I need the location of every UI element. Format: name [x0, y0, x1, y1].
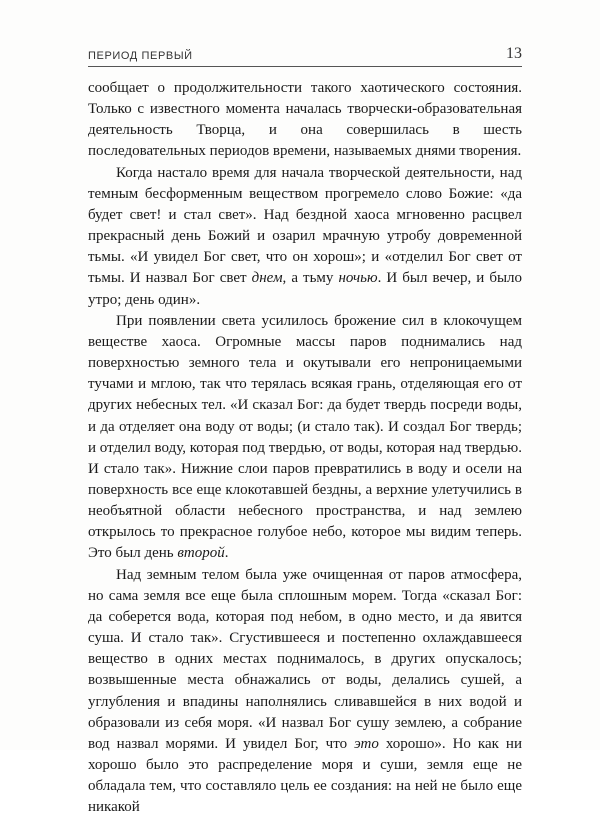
italic-text: это: [354, 735, 379, 752]
body-text: [88, 78, 522, 818]
text-run: сообщает о продолжительности такого хаотического состояния. Только с известного момента началась творчески-образовательная деятельность Творца, и она совершилась в шесть последовательных периодов времени, называемых днями творения.: [88, 80, 522, 160]
text-run: Над земным телом была уже очищенная от паров атмосфера, но сама земля все еще была сплошным морем. Тогда «сказал Бог: да соберется вода, которая под небом, в одно место, и да явится суша. И стало так». Сгустившееся и постепенно охлаждавшееся вещество в одних местах поднималось, в других опускалось; возвышенные места обнажались от воды, делались сушей, а углубления и впадины наполнялись сливавшейся в них водой и образовали из себя моря. «И назвал Бог сушу землею, а собрание вод назвал морями. И увидел Бог, что: [88, 566, 522, 752]
page-header: [88, 42, 522, 67]
paragraph: [88, 311, 522, 565]
text-run: При появлении света усилилось брожение сил в клокочущем веществе хаоса. Огромные массы паров поднимались над поверхностью земного тела и окутывали его непроницаемыми тучами и мглою, так что терялась всякая грань, отделяющая его от других небесных тел. «И сказал Бог: да будет твердь посреди воды, и да отделяет она воду от воды; (и стало так). И создал Бог твердь; и отделил воду, которая под твердью, от воды, которая над твердью. И стало так». Нижние слои паров превратились в воду и осели на поверхность все еще клокотавшей бездны, а верхние улетучились в необъятной области небесного пространства, и над землею открылось то прекрасное голубое небо, которое мы видим теперь. Это был день: [88, 312, 522, 562]
running-title: ПЕРИОД ПЕРВЫЙ: [88, 50, 193, 62]
text-run: хорошо». Но как ни хорошо было это распределение моря и суши, земля еще не обладала тем, что составляло цель ее создания: на ней не было еще никакой: [88, 735, 522, 816]
paragraph: [88, 565, 522, 818]
text-run: Когда настало время для начала творческой деятельности, над темным бесформенным веществом прогремело слово Божие: «да будет свет! и стал свет». Над бездной хаоса мгновенно расцвел прекрасный день Божий и озарил мрачную утробу довременной тьмы. «И увидел Бог свет, что он хорош»; и «отделил Бог свет от тьмы. И назвал Бог свет: [88, 164, 522, 287]
text-run: . И был вечер, и было утро; день один».: [88, 270, 523, 308]
italic-text: днем: [251, 270, 283, 287]
paragraph: [88, 163, 522, 311]
italic-text: второй: [177, 545, 225, 562]
text-run: .: [224, 545, 229, 562]
italic-text: ночью: [338, 270, 378, 287]
paragraph: [88, 78, 522, 163]
text-run: , а тьму: [282, 270, 339, 287]
page-number: 13: [506, 45, 522, 62]
